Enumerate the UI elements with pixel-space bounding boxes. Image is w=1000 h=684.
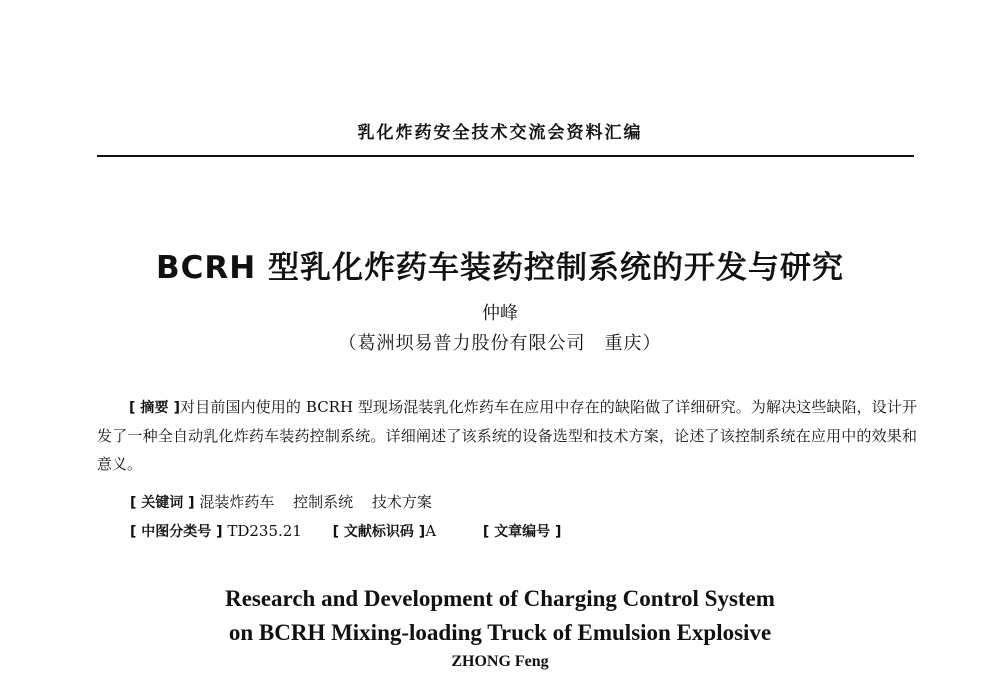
keywords-line xyxy=(130,491,446,512)
chinese-title: BCRH 型乳化炸药车装药控制系统的开发与研究 xyxy=(156,250,844,286)
abstract-label: [ 摘要 ] xyxy=(129,400,180,416)
clc-label: [ 中图分类号 ] xyxy=(130,524,223,540)
header-rule xyxy=(97,155,914,157)
english-author: ZHONG Feng xyxy=(451,653,549,670)
english-title-line-2: on BCRH Mixing-loading Truck of Emulsion Explosive xyxy=(228,620,772,645)
keyword-item: 技术方案 xyxy=(371,493,432,511)
abstract-text: 对目前国内使用的 BCRH 型现场混装乳化炸药车在应用中存在的缺陷做了详细研究。为解决这些缺陷，设计开发了一种全自动乳化炸药车装药控制系统。详细阐述了该系统的设备选型和技术方案，论述了该控制系统在应用中的效果和意义。 xyxy=(97,398,917,473)
clc-value: TD235.21 xyxy=(227,522,302,540)
doc-code-label: [ 文献标识码 ] xyxy=(332,524,426,540)
abstract-block xyxy=(97,393,917,478)
keywords-label: [ 关键词 ] xyxy=(130,495,195,511)
article-number-label: [ 文章编号 ] xyxy=(482,524,562,540)
classification-line xyxy=(130,521,561,541)
chinese-affiliation: （葛洲坝易普力股份有限公司 重庆） xyxy=(338,333,662,354)
doc-code-value: A xyxy=(425,522,437,540)
running-header: 乳化炸药安全技术交流会资料汇编 xyxy=(357,123,643,143)
keyword-item: 控制系统 xyxy=(293,493,354,511)
chinese-author: 仲峰 xyxy=(482,303,518,324)
english-title-line-1: Research and Development of Charging Control System xyxy=(225,586,775,611)
keyword-item: 混装炸药车 xyxy=(199,493,275,511)
abstract-paragraph xyxy=(97,393,917,478)
